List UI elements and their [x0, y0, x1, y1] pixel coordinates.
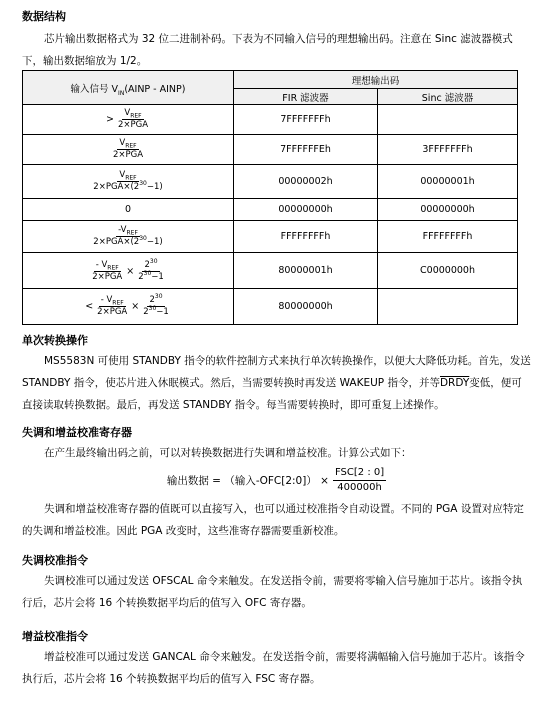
paragraph-offset-calibration: 失调校准可以通过发送 OFSCAL 命令来触发。在发送指令前，需要将零输入信号施加于芯片。该指令执行后，芯片会将 16 个转换数据平均后的值写入 OFC 寄存器。: [22, 575, 523, 609]
paragraph-calibration-intro: 在产生最终输出码之前，可以对转换数据进行失调和增益校准。计算公式如下：: [44, 447, 412, 459]
table-row: $\frac{V_{REF}}{\text{2×PGA}}$ 7FFFFFFEh 3FFFFFFFh: [23, 135, 518, 165]
table-row: < $\frac{- V_{REF}}{\text{2×PGA}}$ × $\frac{2^{30}}{2^{30}-1}$ 80000000h: [23, 289, 518, 325]
table-row: 0 00000000h 00000000h: [23, 199, 518, 221]
paragraph-calibration-registers: 失调和增益校准寄存器的值既可以直接写入，也可以通过校准指令自动设置。不同的 PGA 设置对应特定的失调和增益校准。因此 PGA 改变时，这些准寄存器需要重新校准。: [22, 503, 524, 537]
table-row: > $\frac{V_{REF}}{\text{2×PGA}}$ 7FFFFFFFh: [23, 105, 518, 135]
header-sinc: Sinc 滤波器: [378, 89, 518, 105]
paragraph-single-conversion: MS5583N 可使用 STANDBY 指令的软件控制方式来执行单次转换操作，以便大大降低功耗。首先，发送 STANDBY 指令，使芯片进入休眠模式。然后，当需要转换时再发送 WAKEUP 指令，并等DRDY变低，便可直接读取转换数据。最后，再发送 STANDBY 指令。每当需要转换时，即可重复上述操作。: [22, 355, 531, 411]
header-input-signal: 输入信号 $V_{IN}(AINP$ - AINP): [23, 71, 234, 105]
header-fir: FIR 滤波器: [234, 89, 378, 105]
section-title-offset-calibration: 失调校准指令: [22, 554, 88, 567]
drdy-signal: DRDY: [439, 377, 470, 389]
table-row: $\frac{V_{REF}}{2\times PGA\times(2^{30}-1)}$ 00000002h 00000001h: [23, 165, 518, 199]
header-ideal-output: 理想输出码: [234, 71, 518, 89]
ideal-output-table: [22, 70, 518, 325]
section-title-data-structure: 数据结构: [22, 10, 66, 23]
section-title-single-conversion: 单次转换操作: [22, 334, 88, 347]
paragraph-data-structure: 芯片输出数据格式为 32 位二进制补码。下表为不同输入信号的理想输出码。注意在 Sinc 滤波器模式下，输出数据缩放为 1/2。: [22, 33, 513, 67]
section-title-calibration-registers: 失调和增益校准寄存器: [22, 426, 132, 439]
table-row: $\frac{-V_{REF}}{2\times PGA\times(2^{30}-1)}$ FFFFFFFFh FFFFFFFFh: [23, 221, 518, 253]
paragraph-gain-calibration: 增益校准可以通过发送 GANCAL 命令来触发。在发送指令前，需要将满幅输入信号施加于芯片。该指令执行后，芯片会将 16 个转换数据平均后的值写入 FSC 寄存器。: [22, 651, 525, 685]
calibration-formula: 输出数据 = （输入-OFC[2:0]） × $\frac{\text{FSC[2 : 0]}}{400000h}$: [166, 467, 385, 493]
section-title-gain-calibration: 增益校准指令: [22, 630, 88, 643]
table-row: $\frac{- V_{REF}}{\text{2×PGA}}$ × $\frac{2^{30}}{2^{30}-1}$ 80000001h C0000000h: [23, 253, 518, 289]
